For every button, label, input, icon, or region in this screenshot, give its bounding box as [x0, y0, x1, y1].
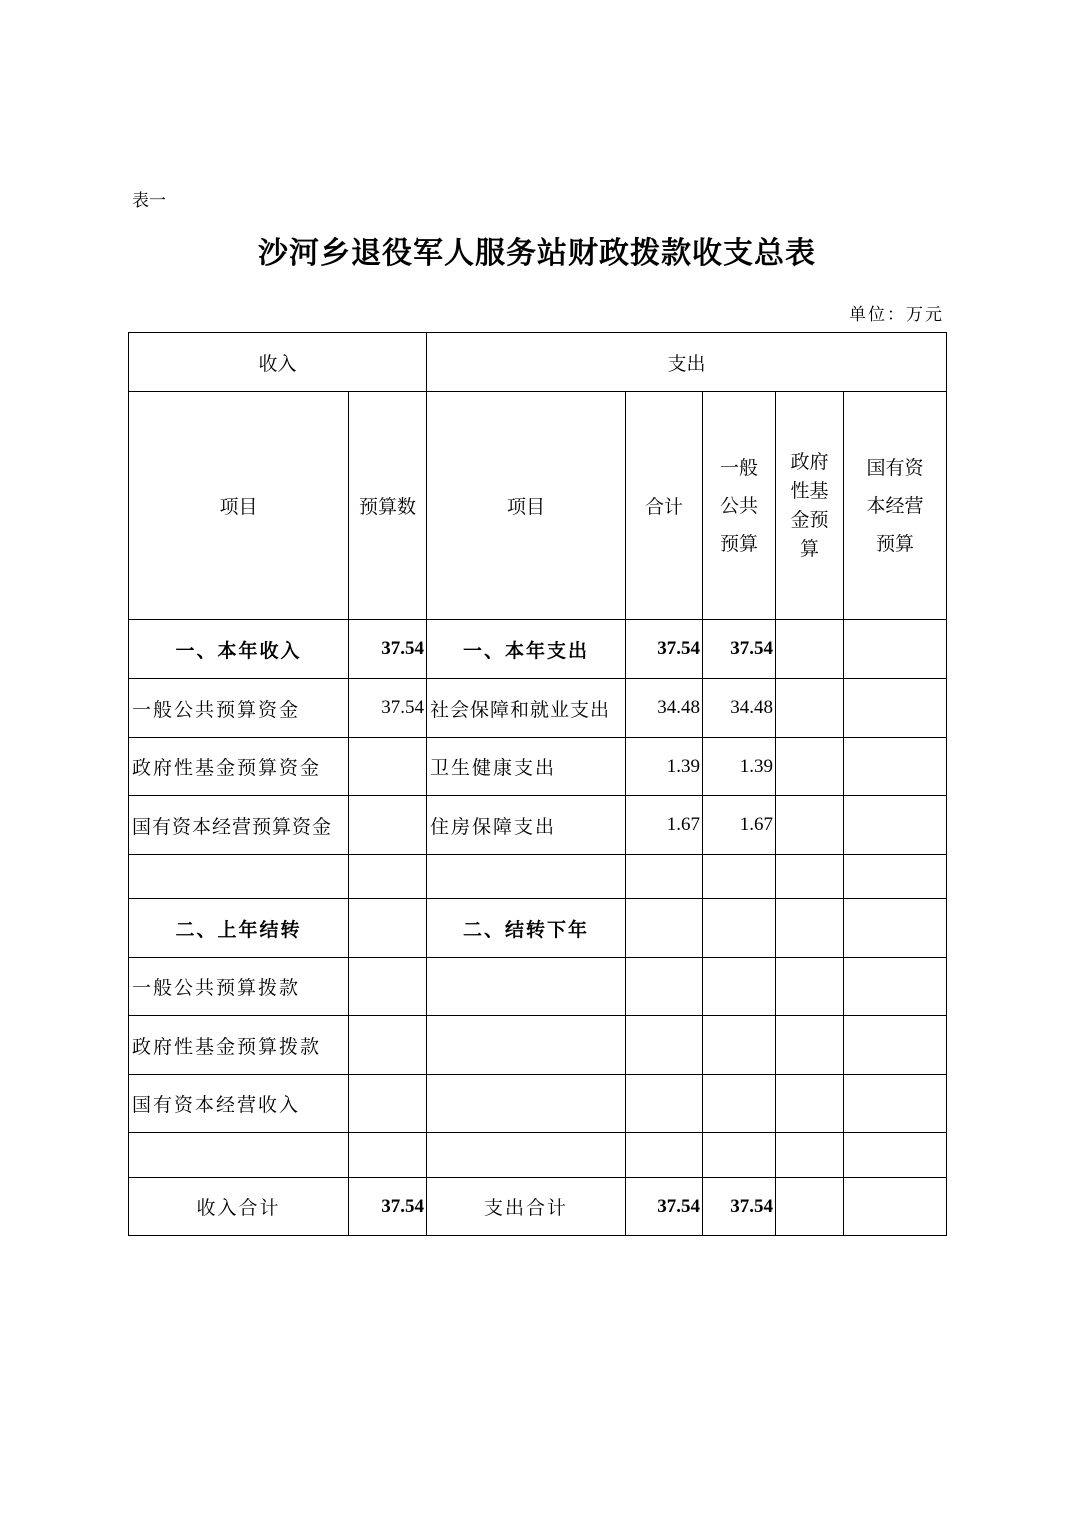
income-value-cell [349, 899, 427, 958]
state-header-line: 预算 [876, 532, 915, 555]
general-budget-total-value: 37.54 [703, 1178, 776, 1236]
income-value-cell [349, 1016, 427, 1075]
income-value-cell: 37.54 [349, 620, 427, 679]
fund-budget-cell [776, 1016, 844, 1075]
expense-total-label: 支出合计 [427, 1178, 626, 1236]
document-title: 沙河乡退役军人服务站财政拨款收支总表 [258, 236, 816, 271]
income-item-cell [129, 1133, 349, 1178]
table-row [129, 1075, 947, 1133]
income-item-cell: 二、上年结转 [129, 899, 349, 958]
expense-item-cell: 二、结转下年 [427, 899, 626, 958]
state-capital-cell [844, 620, 947, 679]
table-row [129, 620, 947, 679]
state-capital-cell [844, 855, 947, 899]
income-item-cell: 一般公共预算资金 [129, 679, 349, 738]
section-header-row [129, 333, 947, 392]
state-capital-total-value [844, 1178, 947, 1236]
table-number: 表一 [132, 191, 166, 211]
expense-total-cell [626, 1016, 703, 1075]
income-value-cell [349, 855, 427, 899]
expense-item-cell [427, 1075, 626, 1133]
fund-budget-cell [776, 958, 844, 1016]
table-row [129, 1016, 947, 1075]
expense-item-header: 项目 [427, 392, 626, 620]
fund-budget-cell [776, 620, 844, 679]
state-capital-cell [844, 899, 947, 958]
fund-budget-total-value [776, 1178, 844, 1236]
income-header: 收入 [129, 333, 427, 392]
income-item-cell: 政府性基金预算拨款 [129, 1016, 349, 1075]
fund-header-line: 政府 [790, 450, 829, 473]
state-capital-header [844, 392, 947, 620]
income-total-label: 收入合计 [129, 1178, 349, 1236]
general-budget-cell [703, 1133, 776, 1178]
income-value-cell: 37.54 [349, 679, 427, 738]
fund-budget-cell [776, 796, 844, 855]
state-capital-cell [844, 738, 947, 796]
table-row [129, 899, 947, 958]
general-budget-cell [703, 1075, 776, 1133]
expense-header: 支出 [427, 333, 947, 392]
state-header-line: 本经营 [866, 494, 924, 517]
income-item-cell: 政府性基金预算资金 [129, 738, 349, 796]
expense-item-cell: 卫生健康支出 [427, 738, 626, 796]
fund-header-line: 金预 [790, 508, 829, 531]
income-value-cell [349, 1075, 427, 1133]
expense-item-cell: 住房保障支出 [427, 796, 626, 855]
income-value-cell [349, 1133, 427, 1178]
fund-budget-cell [776, 855, 844, 899]
fund-budget-cell [776, 679, 844, 738]
expense-item-cell: 一、本年支出 [427, 620, 626, 679]
table-row [129, 855, 947, 899]
general-budget-cell: 34.48 [703, 679, 776, 738]
expense-total-header: 合计 [626, 392, 703, 620]
expense-total-cell: 37.54 [626, 620, 703, 679]
general-budget-cell: 37.54 [703, 620, 776, 679]
general-header-line: 公共 [720, 494, 759, 517]
expense-total-cell: 1.39 [626, 738, 703, 796]
state-capital-cell [844, 1075, 947, 1133]
general-budget-cell [703, 1016, 776, 1075]
fund-header-line: 算 [800, 537, 820, 560]
general-budget-cell [703, 855, 776, 899]
income-total-value: 37.54 [349, 1178, 427, 1236]
income-item-cell: 国有资本经营收入 [129, 1075, 349, 1133]
state-capital-cell [844, 679, 947, 738]
expense-total-value: 37.54 [626, 1178, 703, 1236]
table-row [129, 679, 947, 738]
state-capital-cell [844, 1133, 947, 1178]
income-value-cell [349, 796, 427, 855]
expense-item-cell [427, 958, 626, 1016]
fund-budget-cell [776, 1133, 844, 1178]
income-value-cell [349, 738, 427, 796]
unit-label: 单位：万元 [849, 305, 944, 325]
state-header-line: 国有资 [866, 456, 924, 479]
expense-item-cell [427, 1016, 626, 1075]
expense-total-cell [626, 1075, 703, 1133]
expense-total-cell: 1.67 [626, 796, 703, 855]
state-capital-cell [844, 796, 947, 855]
table-row [129, 796, 947, 855]
state-capital-cell [844, 1016, 947, 1075]
general-budget-cell [703, 899, 776, 958]
general-header-line: 一般 [720, 456, 759, 479]
table-row [129, 958, 947, 1016]
expense-total-cell [626, 958, 703, 1016]
income-item-cell: 国有资本经营预算资金 [129, 796, 349, 855]
general-budget-cell [703, 958, 776, 1016]
income-item-header: 项目 [129, 392, 349, 620]
fund-budget-cell [776, 1075, 844, 1133]
general-budget-header [703, 392, 776, 620]
general-budget-cell: 1.67 [703, 796, 776, 855]
column-header-row [129, 392, 947, 620]
income-value-cell [349, 958, 427, 1016]
fund-budget-cell [776, 899, 844, 958]
table-row [129, 738, 947, 796]
general-header-line: 预算 [720, 532, 759, 555]
fund-header-line: 性基 [790, 479, 829, 502]
fund-budget-header [776, 392, 844, 620]
general-budget-cell: 1.39 [703, 738, 776, 796]
budget-summary-table [128, 332, 947, 1236]
state-capital-cell [844, 958, 947, 1016]
income-item-cell: 一、本年收入 [129, 620, 349, 679]
table-row [129, 1133, 947, 1178]
totals-row [129, 1178, 947, 1236]
income-item-cell [129, 855, 349, 899]
expense-total-cell [626, 899, 703, 958]
expense-item-cell [427, 855, 626, 899]
income-item-cell: 一般公共预算拨款 [129, 958, 349, 1016]
expense-total-cell: 34.48 [626, 679, 703, 738]
expense-total-cell [626, 1133, 703, 1178]
expense-item-cell [427, 1133, 626, 1178]
expense-item-cell: 社会保障和就业支出 [427, 679, 626, 738]
income-budget-header: 预算数 [349, 392, 427, 620]
expense-total-cell [626, 855, 703, 899]
fund-budget-cell [776, 738, 844, 796]
